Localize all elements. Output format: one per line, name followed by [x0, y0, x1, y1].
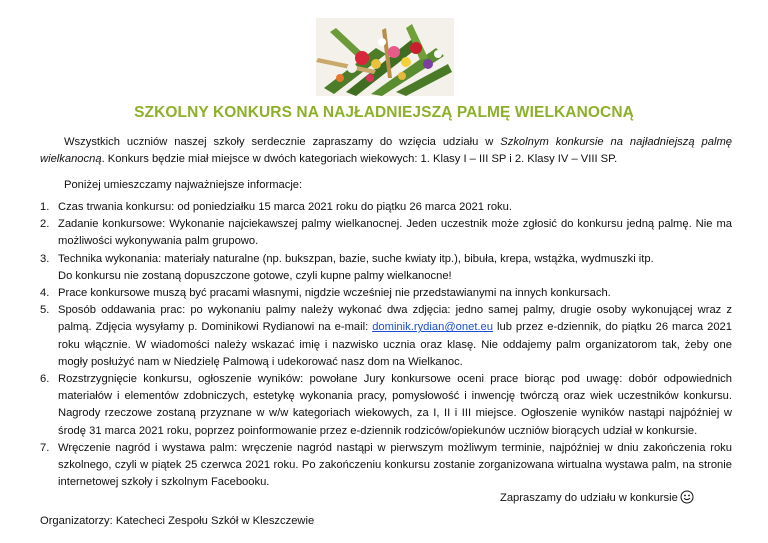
list-item — [40, 216, 732, 250]
item-text: Rozstrzygnięcie konkursu, ogłoszenie wyników: powołane Jury konkursowe oceni prace biorąc pod uwagę: dobór odpowiednich materiałów i elementów zdobniczych, estetykę wykonania pracy, pomysłowość i inwencję twórczą oraz wiek uczestników konkursu. Nagrody rzeczowe zostaną przyznane w w/w kategoriach wiekowych, za I, II i III miejsce. Ogłoszenie wyników nastąpi najpóźniej w środę 31 marca 2021 roku, poprzez poinformowanie przez e-dziennik rodziców/opiekunów uczniów biorących udział w konkursie. — [58, 373, 732, 437]
info-list — [40, 199, 732, 491]
list-item — [40, 440, 732, 492]
palm-photo — [316, 18, 454, 96]
item-number: 6. — [40, 373, 50, 386]
smiley-icon — [680, 490, 694, 509]
contest-name: Szkolnym konkursie na najładniejszą palmę wielkanocną — [40, 136, 732, 166]
intro-text-1: Wszystkich uczniów naszej szkoły serdecznie zapraszamy do wzięcia udziału w — [64, 136, 501, 148]
item-number: 1. — [40, 201, 50, 213]
page-title: SZKOLNY KONKURS NA NAJŁADNIEJSZĄ PALMĘ WIELKANOCNĄ — [134, 104, 634, 121]
organizers-footer: Organizatorzy: Katecheci Zespołu Szkół w Kleszczewie — [40, 515, 315, 527]
item-number: 4. — [40, 287, 50, 300]
list-item — [40, 371, 732, 440]
closing-text: Zapraszamy do udziału w konkursie — [500, 492, 678, 504]
item-number: 2. — [40, 218, 50, 231]
item-text: Sposób oddawania prac: po wykonaniu palmy należy wykonać dwa zdjęcia: jedno samej palmy, drugie osoby wykonującej wraz z palmą. Zdjęcia wysyłamy p. Dominikowi Rydianowi na e-mail: — [58, 304, 732, 334]
item-text-note: Do konkursu nie zostaną dopuszczone gotowe, czyli kupne palmy wielkanocne! — [58, 269, 452, 282]
item-text: Czas trwania konkursu: od poniedziałku 15 marca 2021 roku do piątku 26 marca 2021 roku. — [58, 201, 512, 213]
item-text: Prace konkursowe muszą być pracami własnymi, nigdzie wcześniej nie przedstawianymi na innych konkursach. — [58, 287, 611, 300]
item-number: 7. — [40, 441, 50, 454]
email-link[interactable]: dominik.rydian@onet.eu — [372, 321, 493, 334]
list-item — [40, 251, 732, 285]
item-text: Zadanie konkursowe: Wykonanie najciekawszej palmy wielkanocnej. Jeden uczestnik może zgłosić do konkursu jedną palmę. Nie ma możliwości wykonywania palm grupowo. — [58, 218, 732, 248]
intro-paragraph — [40, 134, 732, 168]
item-number: 3. — [40, 252, 50, 265]
item-text: Wręczenie nagród i wystawa palm: wręczenie nagród nastąpi w pierwszym możliwym terminie, najpóźniej w dniu zakończenia roku szkolnego, czyli w piątek 25 czerwca 2021 roku. Po zakończeniu konkursu zostanie zorganizowana wirtualna wystawa palm, na stronie internetowej szkoły i szkolnym Facebooku. — [58, 441, 732, 489]
intro-text-2: . Konkurs będzie miał miejsce w dwóch kategoriach wiekowych: 1. Klasy I – III SP i 2. Klasy IV – VIII SP. — [101, 153, 618, 166]
list-item — [40, 302, 732, 371]
item-text: Technika wykonania: materiały naturalne (np. bukszpan, bazie, suche kwiaty itp.), bibuła, krepa, wstążka, wydmuszki itp. — [58, 252, 654, 265]
closing-line — [500, 490, 694, 509]
list-item — [40, 199, 732, 216]
list-item — [40, 285, 732, 302]
item-number: 5. — [40, 304, 50, 317]
lead-paragraph: Poniżej umieszczamy najważniejsze informacje: — [64, 179, 303, 191]
item-text: lub przez e-dziennik, do piątku 26 marca 2021 roku włącznie. W wiadomości należy wskazać imię i nazwisko ucznia oraz klasę. Nie oddajemy palm organizatorom tak, żeby one mogły posłużyć nam w Niedzielę Palmową i udekorować nasz dom na Wielkanoc. — [58, 321, 733, 368]
